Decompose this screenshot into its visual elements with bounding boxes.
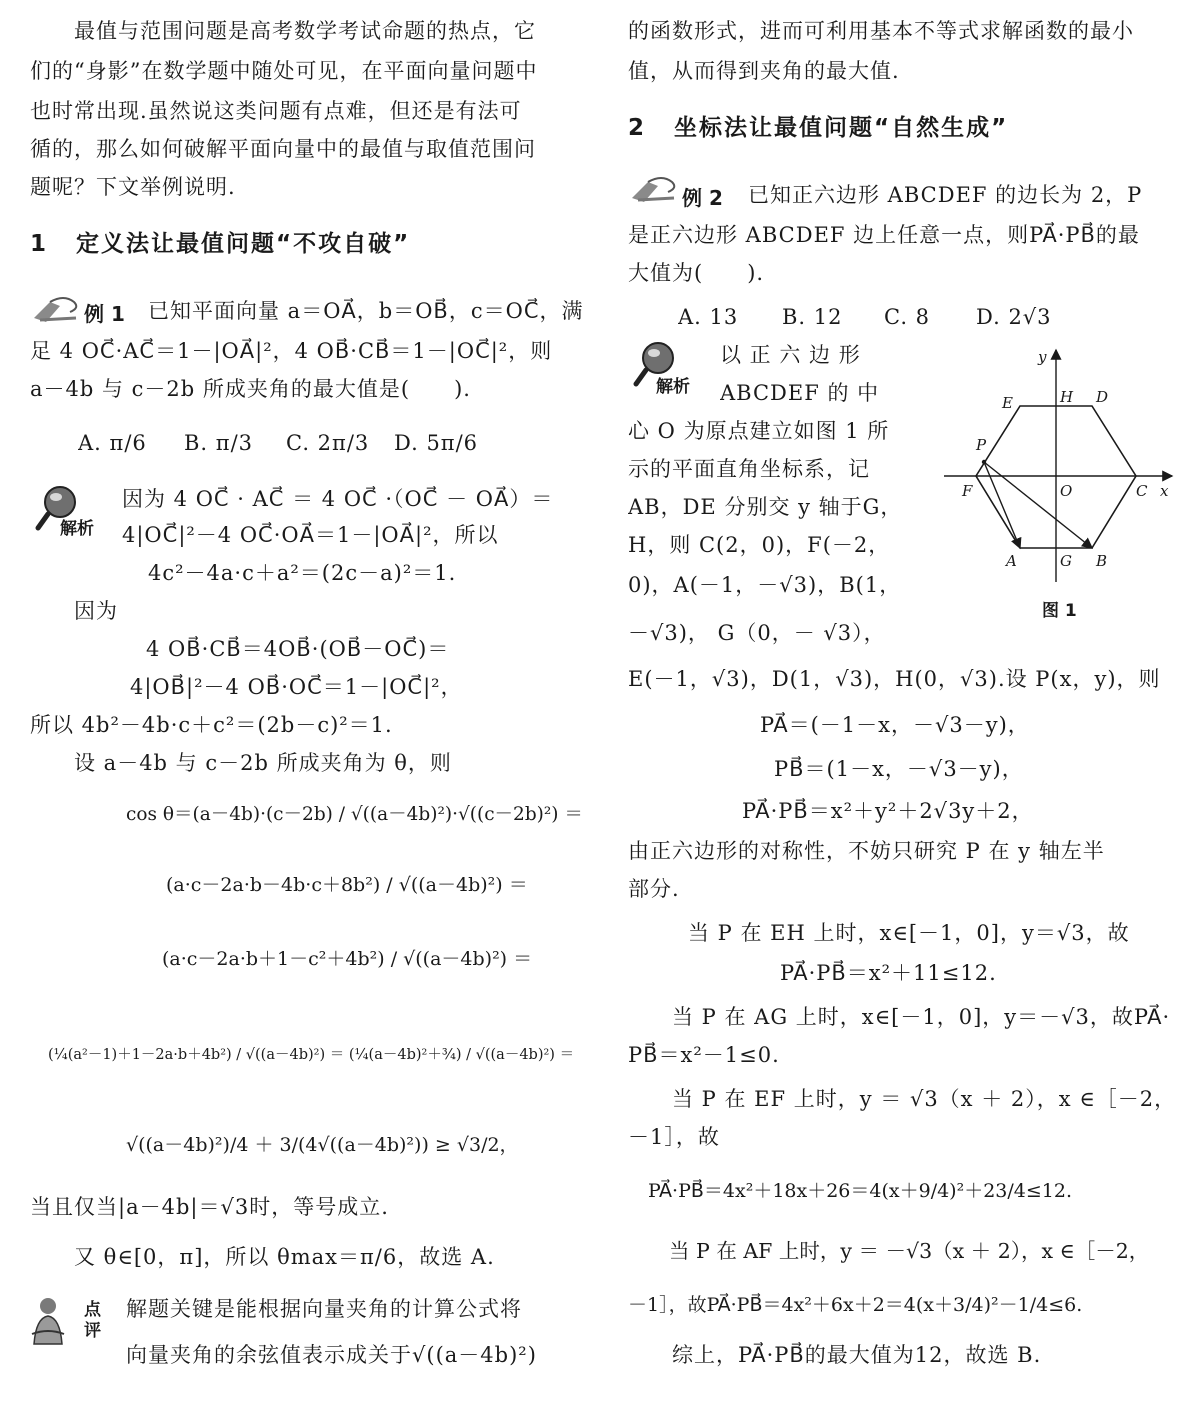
figure-caption: 图 1 — [1042, 601, 1077, 621]
option-c: C. 8 — [884, 305, 931, 329]
label-d: D — [1096, 388, 1109, 406]
solution-2-wrap-line: 心 O 为原点建立如图 1 所 — [628, 419, 890, 443]
option-a: A. π/6 — [78, 431, 147, 455]
vector-pb — [984, 462, 1092, 548]
solution-2-label: 解析 — [656, 377, 690, 397]
solution-2-wrap-line: H，则 C(2，0)，F(－2， — [628, 533, 891, 557]
option-a: A. 13 — [678, 305, 739, 329]
solution-2-wrap-line: ABCDEF 的 中 — [720, 381, 880, 405]
intro-line: 循的，那么如何破解平面向量中的最值与取值范围问 — [30, 137, 536, 161]
solution-2-wrap-line: 示的平面直角坐标系，记 — [628, 457, 870, 481]
example-1-line: a－4b 与 c－2b 所成夹角的最大值是( ). — [30, 377, 471, 401]
vector-pa — [984, 462, 1020, 548]
solution-1-line: 设 a－4b 与 c－2b 所成夹角为 θ，则 — [30, 751, 452, 775]
label-f: F — [962, 482, 973, 500]
intro-line: 最值与范围问题是高考数学考试命题的热点，它 — [30, 19, 536, 43]
solution-2-formula: －1］，故PA⃗·PB⃗＝4x²＋6x＋2＝4(x＋3/4)²－1/4≤6. — [628, 1294, 1083, 1316]
label-g: G — [1060, 552, 1072, 570]
label-x: x — [1160, 482, 1169, 500]
solution-1-line: 当且仅当|a－4b|＝√3时，等号成立. — [30, 1195, 389, 1219]
solution-2-line: 当 P 在 AG 上时，x∈[－1，0]，y＝－√3，故PA⃗· — [628, 1005, 1171, 1029]
comment-figure-icon — [28, 1294, 70, 1350]
solution-2-line: 当 P 在 EH 上时，x∈[－1，0]，y＝√3，故 — [644, 921, 1130, 945]
solution-1-line: 4c²－4a·c＋a²＝(2c－a)²＝1. — [148, 561, 457, 585]
solution-2-line: PA⃗·PB⃗＝x²＋y²＋2√3y＋2， — [742, 799, 1034, 823]
comment-label: 点评 — [80, 1300, 100, 1342]
solution-2-line: －1］，故 — [628, 1125, 720, 1149]
option-b: B. 12 — [782, 305, 843, 329]
solution-1-line: 4 OB⃗·CB⃗＝4OB⃗·(OB⃗－OC⃗)＝ — [146, 637, 450, 661]
solution-2-wrap-line: －√3)， G（0，－ √3）， — [628, 621, 886, 645]
section-number: 2 — [628, 115, 647, 141]
section-title: 定义法让最值问题“不攻自破” — [76, 231, 411, 257]
label-h: H — [1060, 388, 1074, 406]
point-p — [982, 460, 986, 464]
solution-2-formula: PA⃗·PB⃗＝4x²＋18x＋26＝4(x＋9/4)²＋23/4≤12. — [648, 1180, 1073, 1202]
continued-line: 值，从而得到夹角的最大值. — [628, 59, 900, 83]
solution-1-line: 4|OC⃗|²－4 OC⃗·OA⃗＝1－|OA⃗|²，所以 — [122, 523, 499, 547]
solution-2-wrap-line: 以 正 六 边 形 — [720, 343, 861, 367]
solution-1-label: 解析 — [60, 519, 94, 539]
solution-2-line: 由正六边形的对称性，不妨只研究 P 在 y 轴左半 — [628, 839, 1105, 863]
section-title: 坐标法让最值问题“自然生成” — [674, 115, 1009, 141]
solution-2-wrap-line: AB，DE 分别交 y 轴于G， — [628, 495, 903, 519]
comment-line: 解题关键是能根据向量夹角的计算公式将 — [126, 1297, 522, 1321]
label-c: C — [1136, 482, 1148, 500]
solution-2-line: PB⃗＝(1－x，－√3－y)， — [774, 757, 1024, 781]
comment-line: 向量夹角的余弦值表示成关于√((a－4b)²) — [126, 1343, 537, 1367]
label-p: P — [976, 436, 987, 454]
section-number: 1 — [30, 231, 49, 257]
label-a: A — [1006, 552, 1017, 570]
example-badge-icon — [30, 294, 86, 326]
solution-2-line: 综上，PA⃗·PB⃗的最大值为12，故选 B. — [628, 1343, 1042, 1367]
example-2-line: 已知正六边形 ABCDEF 的边长为 2，P — [748, 183, 1143, 207]
label-e: E — [1002, 394, 1013, 412]
solution-1-line: 又 θ∈[0，π]，所以 θmax＝π/6，故选 A. — [30, 1245, 495, 1269]
label-o: O — [1060, 482, 1073, 500]
solution-2-line: PA⃗＝(－1－x，－√3－y)， — [760, 713, 1030, 737]
example-1-line: 足 4 OC⃗·AC⃗＝1－|OA⃗|²，4 OB⃗·CB⃗＝1－|OC⃗|²，则 — [30, 339, 553, 363]
solution-2-line: PA⃗·PB⃗＝x²＋11≤12. — [780, 961, 997, 985]
solution-1-formula: (¼(a²－1)＋1－2a·b＋4b²) / √((a－4b)²) ＝ (¼(a－4b)²＋¾) / √((a－4b)²) ＝ — [48, 1047, 575, 1063]
example-2-label: 例 2 — [682, 186, 723, 210]
example-badge-icon — [628, 174, 684, 206]
option-c: C. 2π/3 — [286, 431, 370, 455]
label-b: B — [1096, 552, 1108, 570]
intro-line: 题呢？下文举例说明. — [30, 175, 236, 199]
option-d: D. 5π/6 — [394, 431, 479, 455]
hexagon-figure — [940, 344, 1180, 584]
label-y: y — [1038, 348, 1047, 366]
continued-line: 的函数形式，进而可利用基本不等式求解函数的最小 — [628, 19, 1134, 43]
solution-1-line: 4|OB⃗|²－4 OB⃗·OC⃗＝1－|OC⃗|²， — [130, 675, 463, 699]
solution-2-wrap-line: 0)，A(－1，－√3)，B(1， — [628, 573, 902, 597]
solution-1-line: 因为 4 OC⃗ · AC⃗ ＝ 4 OC⃗ ·（OC⃗ － OA⃗）＝ — [122, 487, 554, 511]
solution-2-line: 当 P 在 AF 上时，y ＝ －√3（x ＋ 2），x ∈［－2， — [628, 1239, 1150, 1263]
intro-line: 们的“身影”在数学题中随处可见，在平面向量问题中 — [30, 59, 538, 83]
solution-1-formula: (a·c－2a·b－4b·c＋8b²) / √((a－4b)²) ＝ — [166, 874, 528, 896]
solution-1-line: 因为 — [30, 599, 118, 623]
example-2-line: 大值为( ). — [628, 261, 765, 285]
example-1-line: 已知平面向量 a＝OA⃗，b＝OB⃗，c＝OC⃗，满 — [148, 299, 584, 323]
section-2-heading — [628, 112, 1008, 144]
example-2-line: 是正六边形 ABCDEF 边上任意一点，则PA⃗·PB⃗的最 — [628, 223, 1140, 247]
section-1-heading — [30, 228, 410, 260]
solution-1-formula: √((a－4b)²)/4 ＋ 3/(4√((a－4b)²)) ≥ √3/2， — [126, 1134, 519, 1156]
solution-2-line: 当 P 在 EF 上时，y ＝ √3（x ＋ 2），x ∈［－2， — [628, 1087, 1177, 1111]
solution-1-formula: cos θ＝(a－4b)·(c－2b) / √((a－4b)²)·√((c－2b)²) ＝ — [126, 804, 583, 825]
solution-1-formula: (a·c－2a·b＋1－c²＋4b²) / √((a－4b)²) ＝ — [162, 948, 533, 970]
solution-2-line: 部分. — [628, 877, 680, 901]
intro-line: 也时常出现.虽然说这类问题有点难，但还是有法可 — [30, 99, 522, 123]
solution-1-line: 所以 4b²－4b·c＋c²＝(2b－c)²＝1. — [30, 713, 393, 737]
option-d: D. 2√3 — [976, 305, 1052, 329]
solution-2-line: PB⃗＝x²－1≤0. — [628, 1043, 780, 1067]
solution-2-line: E(－1，√3)，D(1，√3)，H(0，√3).设 P(x，y)，则 — [628, 667, 1161, 691]
example-1-label: 例 1 — [84, 302, 125, 326]
option-b: B. π/3 — [184, 431, 254, 455]
